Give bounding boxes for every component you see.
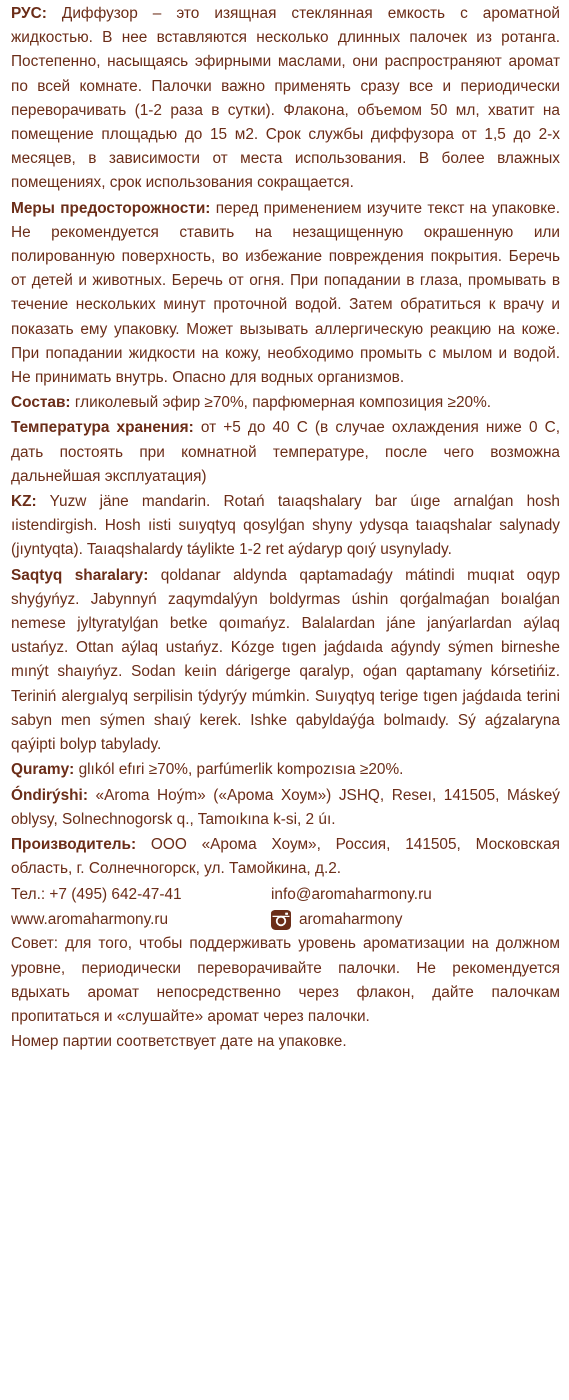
section-composition-ru: [11, 391, 560, 415]
section-heading: Saqtyq sharalary:: [11, 566, 149, 584]
batch-note: Номер партии соответствует дате на упаковке.: [11, 1033, 347, 1051]
section-body: от +5 до 40 С (в случае охлаждения ниже 0 С, дать постоять при комнатной температуре, после чего возможна дальнейшая эксплуатация): [11, 419, 560, 485]
section-heading: Меры предосторожности:: [11, 199, 211, 217]
section-precautions-ru: [11, 197, 560, 391]
section-heading: KZ:: [11, 493, 37, 511]
contact-row-phone-email: [11, 882, 560, 907]
section-body: ООО «Арома Хоум», Россия, 141505, Московская область, г. Солнечногорск, ул. Тамойкина, д.2.: [11, 835, 560, 878]
instagram-handle: aromaharmony: [299, 910, 403, 928]
section-rus: [11, 2, 560, 196]
section-heading: РУС:: [11, 5, 47, 22]
contact-row-web-instagram: [11, 907, 560, 932]
phone-number: Тел.: +7 (495) 642-47-41: [11, 885, 182, 903]
section-body: гликолевый эфир ≥70%, парфюмерная композиция ≥20%.: [70, 394, 492, 412]
section-body: перед применением изучите текст на упаковке. Не рекомендуется ставить на незащищенную окрашенную или полированную поверхность, во избежание повреждения покрытия. Беречь от детей и животных. Беречь от огня. При попадании в глаза, промывать в течение нескольких минут проточной водой. Затем обратиться к врачу и показать ему упаковку. Может вызывать аллергическую реакцию на коже. При попадании жидкости на кожу, необходимо промыть с мылом и водой. Не принимать внутрь. Опасно для водных организмов.: [11, 199, 560, 387]
section-manufacturer-ru: [11, 833, 560, 881]
instagram-icon: [271, 910, 291, 930]
section-body: «Aroma Hoým» («Арома Хоум») JSHQ, Reseı, 141505, Máskeý oblysy, Solnechnogorsk q., Tamoıkına k-si, 2 úı.: [11, 786, 560, 828]
section-composition-kz: [11, 758, 560, 782]
email-address: info@aromaharmony.ru: [271, 885, 432, 903]
section-heading: Óndirýshi:: [11, 786, 88, 804]
section-body: qoldanar aldynda qaptamadaǵy mátindi muqıat oqyp shyǵyńyz. Jabynnyń zaqymdalýyn boldyrmas úshin qorǵalmaǵan boıalǵan nemese jyltyratylǵan betke qoımańyz. Balalardan jáne janýarlardan aýlaq ustańyz. Ottan aýlaq ustańyz. Kózge tıgen jaǵdaıda aǵyndy sýmen birneshe mınýt shaıyńyz. Sodan keıin dárigerge qaralyp, oǵan qaptamany kórsetińiz. Teriniń alergıalyq serpilisin týdyrýy múmkin. Suıyqtyq terige tıgen jaǵdaıda terini sabyn men sýmen shaıý kerek. Ishke qabyldaýǵa bolmaıdy. Sý aǵzalaryna qaýipti bolyp tabylady.: [11, 566, 561, 754]
section-manufacturer-kz: [11, 784, 560, 832]
section-heading: Состав:: [11, 394, 71, 412]
section-heading: Производитель:: [11, 835, 137, 853]
section-heading: Quramy:: [11, 761, 75, 779]
advice-text: Совет: для того, чтобы поддерживать уровень ароматизации на должном уровне, периодически переворачивайте палочки. Не рекомендуется вдыхать аромат непосредственно через флакон, дайте палочкам пропитаться и «слушайте» аромат через палочки.: [11, 935, 560, 1025]
section-storage-ru: [11, 416, 560, 489]
section-heading: Температура хранения:: [11, 419, 194, 437]
section-kz: [11, 490, 560, 563]
section-body: Yuzw jäne mandarin. Rotań taıaqshalary bar úıge arnalǵan hosh ıistendirgish. Hosh ıisti suıyqtyq qosylǵan shyny ydysqa taıaqshalar salynady (jıyntyqta). Taıaqshalardy táylikte 1-2 ret aýdaryp qoıý usynylady.: [11, 493, 560, 559]
section-body: Диффузор – это изящная стеклянная емкость с ароматной жидкостью. В нее вставляются несколько длинных палочек из ротанга. Постепенно, насыщаясь эфирными маслами, они распространяют аромат по всей комнате. Палочки важно применять сразу все и периодически переворачивать (1-2 раза в сутки). Флакона, объемом 50 мл, хватит на помещение площадью до 15 м2. Срок службы диффузора от 1,5 до 2-х месяцев, в зависимости от места использования. В более влажных помещениях, срок использования сокращается.: [11, 5, 560, 192]
website-url: www.aromaharmony.ru: [11, 910, 169, 928]
instagram-block: [271, 908, 560, 932]
section-precautions-kz: [11, 564, 560, 758]
section-body: glıkól efıri ≥70%, parfúmerlik kompozısıa ≥20%.: [74, 761, 404, 779]
